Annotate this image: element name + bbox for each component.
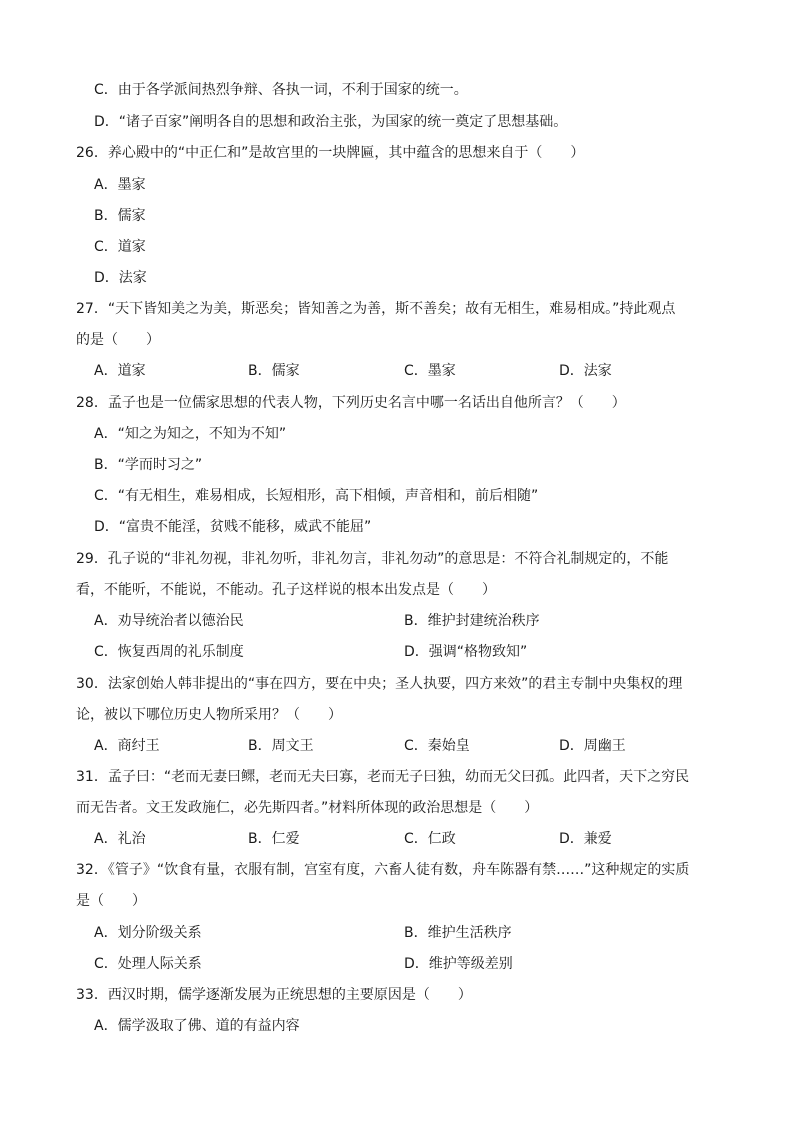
q30-options-row xyxy=(94,736,734,756)
q29-options-row2 xyxy=(94,642,734,662)
q28-option-b: B．“学而时习之” xyxy=(94,457,203,473)
q25-option-d: D．“诸子百家”阐明各自的思想和政治主张，为国家的统一奠定了思想基础。 xyxy=(94,114,568,130)
q31-option-d: D．兼爱 xyxy=(559,831,612,847)
q26-option-b: B．儒家 xyxy=(94,208,146,224)
q32-option-a: A．划分阶级关系 xyxy=(94,925,202,941)
q32-stem-line2: 是（ ） xyxy=(76,893,146,909)
q26-option-c: C．道家 xyxy=(94,239,146,255)
q33-option-a: A．儒学汲取了佛、道的有益内容 xyxy=(94,1018,300,1034)
q30-option-a: A．商纣王 xyxy=(94,738,160,754)
q27-option-a: A．道家 xyxy=(94,363,146,379)
q30-stem-line2: 论，被以下哪位历史人物所采用？（ ） xyxy=(76,707,342,723)
q32-option-b: B．维护生活秩序 xyxy=(404,925,512,941)
q29-option-c: C．恢复西周的礼乐制度 xyxy=(94,644,244,660)
q31-stem-line1: 31．孟子曰：“老而无妻曰鳏，老而无夫曰寡，老而无子曰独，幼而无父曰孤。此四者，天下之穷民 xyxy=(76,769,690,785)
q29-stem-line2: 看，不能听，不能说，不能动。孔子这样说的根本出发点是（ ） xyxy=(76,582,496,598)
q25-option-c: C．由于各学派间热烈争辩、各执一词，不利于国家的统一。 xyxy=(94,82,468,98)
q28-stem: 28．孟子也是一位儒家思想的代表人物，下列历史名言中哪一名话出自他所言？（ ） xyxy=(76,395,626,411)
q32-option-d: D．维护等级差别 xyxy=(404,956,513,972)
q26-option-d: D．法家 xyxy=(94,270,147,286)
q33-stem: 33．西汉时期，儒学逐渐发展为正统思想的主要原因是（ ） xyxy=(76,987,472,1003)
q32-stem-line1: 32．《管子》“饮食有量，衣服有制，宫室有度，六畜人徒有数，舟车陈器有禁……”这种规定的实质 xyxy=(76,862,690,878)
q27-option-d: D．法家 xyxy=(559,363,612,379)
q27-option-b: B．儒家 xyxy=(248,363,300,379)
q28-option-d: D．“富贵不能淫，贫贱不能移，威武不能屈” xyxy=(94,519,372,535)
q27-options-row xyxy=(94,361,734,381)
q31-option-b: B．仁爱 xyxy=(248,831,300,847)
q28-option-a: A．“知之为知之，不知为不知” xyxy=(94,426,287,442)
q31-option-a: A．礼治 xyxy=(94,831,146,847)
q26-stem: 26．养心殿中的“中正仁和”是故宫里的一块牌匾，其中蕴含的思想来自于（ ） xyxy=(76,145,585,161)
q27-stem-line1: 27．“天下皆知美之为美，斯恶矣；皆知善之为善，斯不善矣；故有无相生，难易相成。”持此观点 xyxy=(76,301,676,317)
q31-option-c: C．仁政 xyxy=(404,831,456,847)
q28-option-c: C．“有无相生，难易相成，长短相形，高下相倾，声音相和，前后相随” xyxy=(94,488,539,504)
q29-stem-line1: 29．孔子说的“非礼勿视，非礼勿听，非礼勿言，非礼勿动”的意思是：不符合礼制规定的，不能 xyxy=(76,551,669,567)
q32-options-row1 xyxy=(94,923,734,943)
q30-option-d: D．周幽王 xyxy=(559,738,626,754)
q32-options-row2 xyxy=(94,954,734,974)
q29-options-row1 xyxy=(94,611,734,631)
q27-stem-line2: 的是（ ） xyxy=(76,332,160,348)
q27-option-c: C．墨家 xyxy=(404,363,456,379)
q30-option-c: C．秦始皇 xyxy=(404,738,470,754)
q29-option-b: B．维护封建统治秩序 xyxy=(404,613,540,629)
q31-stem-line2: 而无告者。文王发政施仁，必先斯四者。”材料所体现的政治思想是（ ） xyxy=(76,800,539,816)
q29-option-a: A．劝导统治者以德治民 xyxy=(94,613,244,629)
q30-stem-line1: 30．法家创始人韩非提出的“事在四方，要在中央；圣人执要，四方来效”的君主专制中央集权的理 xyxy=(76,676,683,692)
q30-option-b: B．周文王 xyxy=(248,738,314,754)
q29-option-d: D．强调“格物致知” xyxy=(404,644,528,660)
q31-options-row xyxy=(94,829,734,849)
q26-option-a: A．墨家 xyxy=(94,177,146,193)
q32-option-c: C．处理人际关系 xyxy=(94,956,202,972)
